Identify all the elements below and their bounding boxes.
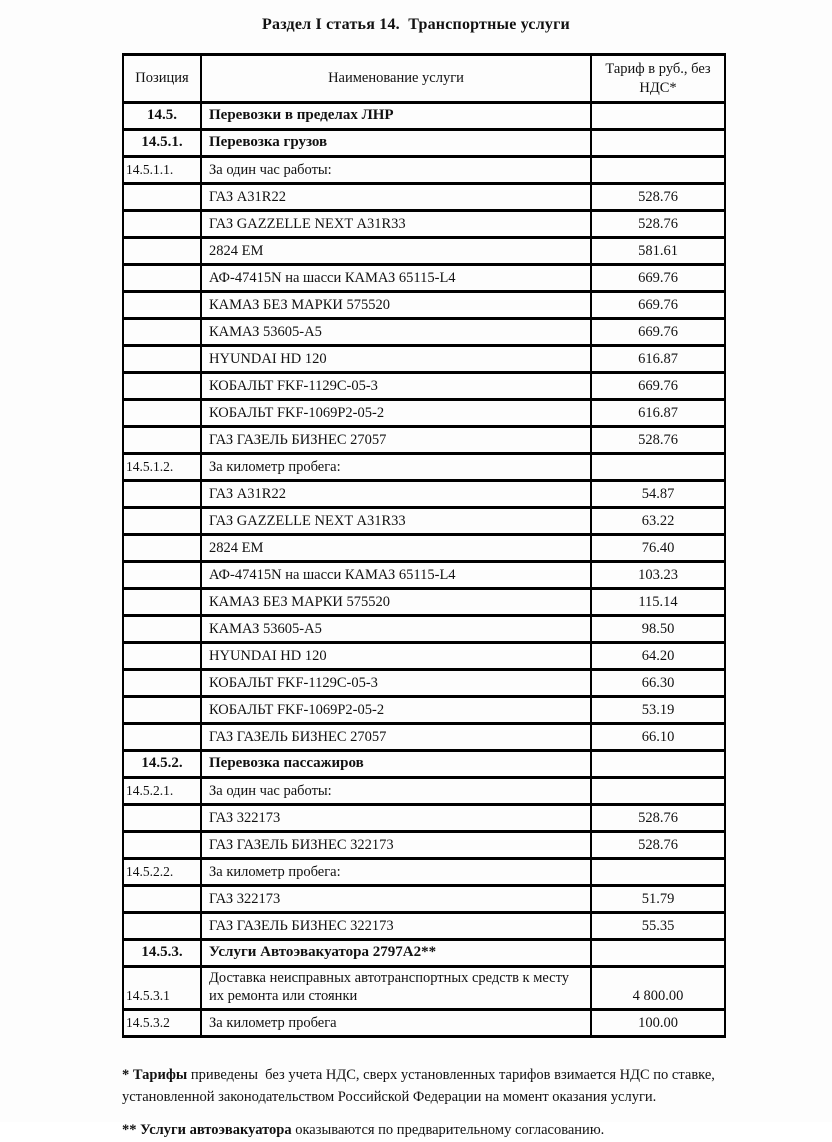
footnote-tariffs-lead: * Тарифы bbox=[122, 1067, 188, 1084]
table-row bbox=[123, 265, 725, 292]
tariff-cell: 528.76 bbox=[591, 211, 725, 238]
service-name-cell: 2824 ЕМ bbox=[201, 238, 591, 265]
tariff-cell: 64.20 bbox=[591, 643, 725, 670]
table-row bbox=[123, 751, 725, 778]
table-row bbox=[123, 940, 725, 967]
tariff-cell: 616.87 bbox=[591, 400, 725, 427]
position-cell bbox=[123, 346, 201, 373]
table-row bbox=[123, 913, 725, 940]
table-row bbox=[123, 454, 725, 481]
position-cell: 14.5.3. bbox=[123, 940, 201, 967]
service-name-cell: АФ-47415N на шасси КАМАЗ 65115-L4 bbox=[201, 265, 591, 292]
position-cell bbox=[123, 481, 201, 508]
table-row bbox=[123, 697, 725, 724]
service-name-cell: Перевозка пассажиров bbox=[201, 751, 591, 778]
table-row bbox=[123, 886, 725, 913]
position-cell bbox=[123, 832, 201, 859]
tariff-cell: 76.40 bbox=[591, 535, 725, 562]
footnote-tariffs-text: приведены без учета НДС, сверх установленных тарифов взимается НДС по ставке, установленной законодательством Российской Федерации на момент оказания услуги. bbox=[122, 1067, 719, 1105]
header-service-name: Наименование услуги bbox=[201, 55, 591, 103]
position-cell: 14.5.2.2. bbox=[123, 859, 201, 886]
service-name-cell: За один час работы: bbox=[201, 778, 591, 805]
tariff-cell: 53.19 bbox=[591, 697, 725, 724]
footnote-tariffs bbox=[122, 1065, 728, 1109]
service-name-cell: ГАЗ 322173 bbox=[201, 886, 591, 913]
tariff-cell bbox=[591, 103, 725, 130]
table-row bbox=[123, 859, 725, 886]
service-name-cell: Перевозка грузов bbox=[201, 130, 591, 157]
tariff-cell: 669.76 bbox=[591, 373, 725, 400]
service-name-cell: ГАЗ ГАЗЕЛЬ БИЗНЕС 322173 bbox=[201, 832, 591, 859]
position-cell bbox=[123, 805, 201, 832]
service-name-cell: КАМАЗ БЕЗ МАРКИ 575520 bbox=[201, 292, 591, 319]
service-name-cell: Доставка неисправных автотранспортных средств к месту их ремонта или стоянки bbox=[201, 967, 591, 1010]
table-row bbox=[123, 319, 725, 346]
position-cell bbox=[123, 535, 201, 562]
table-row bbox=[123, 616, 725, 643]
tariff-cell: 669.76 bbox=[591, 292, 725, 319]
table-row bbox=[123, 157, 725, 184]
position-cell bbox=[123, 211, 201, 238]
service-name-cell: КОБАЛЬТ FKF-1069P2-05-2 bbox=[201, 697, 591, 724]
position-cell bbox=[123, 427, 201, 454]
table-row bbox=[123, 724, 725, 751]
table-row bbox=[123, 535, 725, 562]
service-name-cell: КАМАЗ БЕЗ МАРКИ 575520 bbox=[201, 589, 591, 616]
tariff-cell: 669.76 bbox=[591, 319, 725, 346]
position-cell bbox=[123, 238, 201, 265]
service-name-cell: Перевозки в пределах ЛНР bbox=[201, 103, 591, 130]
service-name-cell: ГАЗ А31R22 bbox=[201, 481, 591, 508]
service-name-cell: 2824 ЕМ bbox=[201, 535, 591, 562]
tariff-cell: 528.76 bbox=[591, 427, 725, 454]
table-row bbox=[123, 400, 725, 427]
tariff-cell: 98.50 bbox=[591, 616, 725, 643]
table-row bbox=[123, 589, 725, 616]
position-cell bbox=[123, 292, 201, 319]
service-name-cell: ГАЗ 322173 bbox=[201, 805, 591, 832]
tariff-cell bbox=[591, 940, 725, 967]
table-row bbox=[123, 670, 725, 697]
tariff-cell: 528.76 bbox=[591, 832, 725, 859]
tariff-cell: 669.76 bbox=[591, 265, 725, 292]
tariff-cell bbox=[591, 130, 725, 157]
table-row bbox=[123, 508, 725, 535]
table-row bbox=[123, 562, 725, 589]
position-cell bbox=[123, 265, 201, 292]
footnote-tow-truck-text: оказываются по предварительному согласованию. bbox=[291, 1121, 605, 1138]
table-body bbox=[123, 103, 725, 1037]
position-cell bbox=[123, 643, 201, 670]
service-name-cell: ГАЗ GAZZELLE NEXT А31R33 bbox=[201, 508, 591, 535]
tariff-cell bbox=[591, 778, 725, 805]
tariff-cell bbox=[591, 859, 725, 886]
position-cell: 14.5.2.1. bbox=[123, 778, 201, 805]
service-name-cell: ГАЗ ГАЗЕЛЬ БИЗНЕС 27057 bbox=[201, 427, 591, 454]
tariff-cell: 55.35 bbox=[591, 913, 725, 940]
service-name-cell: За километр пробега: bbox=[201, 454, 591, 481]
service-name-cell: ГАЗ ГАЗЕЛЬ БИЗНЕС 322173 bbox=[201, 913, 591, 940]
position-cell bbox=[123, 670, 201, 697]
table-row bbox=[123, 184, 725, 211]
service-name-cell: КАМАЗ 53605-А5 bbox=[201, 616, 591, 643]
position-cell bbox=[123, 508, 201, 535]
service-name-cell: ГАЗ А31R22 bbox=[201, 184, 591, 211]
position-cell bbox=[123, 616, 201, 643]
tariff-cell: 528.76 bbox=[591, 805, 725, 832]
tariff-cell bbox=[591, 751, 725, 778]
tariff-cell bbox=[591, 454, 725, 481]
table-row bbox=[123, 481, 725, 508]
position-cell: 14.5.2. bbox=[123, 751, 201, 778]
table-row bbox=[123, 373, 725, 400]
table-row bbox=[123, 238, 725, 265]
service-name-cell: КОБАЛЬТ FKF-1129C-05-3 bbox=[201, 670, 591, 697]
header-tariff: Тариф в руб., без НДС* bbox=[591, 55, 725, 103]
page-title: Раздел I статья 14. Транспортные услуги bbox=[262, 16, 570, 33]
table-row bbox=[123, 292, 725, 319]
service-name-cell: Услуги Автоэвакуатора 2797А2** bbox=[201, 940, 591, 967]
position-cell: 14.5. bbox=[123, 103, 201, 130]
table-row bbox=[123, 832, 725, 859]
table-row bbox=[123, 103, 725, 130]
position-cell: 14.5.1.2. bbox=[123, 454, 201, 481]
tariff-cell: 581.61 bbox=[591, 238, 725, 265]
position-cell: 14.5.3.2 bbox=[123, 1010, 201, 1037]
tariff-cell: 51.79 bbox=[591, 886, 725, 913]
tariff-cell: 4 800.00 bbox=[591, 967, 725, 1010]
table-row bbox=[123, 1010, 725, 1037]
position-cell bbox=[123, 184, 201, 211]
tariff-cell: 54.87 bbox=[591, 481, 725, 508]
table-row bbox=[123, 427, 725, 454]
tariff-cell: 66.30 bbox=[591, 670, 725, 697]
position-cell bbox=[123, 319, 201, 346]
service-name-cell: КАМАЗ 53605-А5 bbox=[201, 319, 591, 346]
table-row bbox=[123, 211, 725, 238]
service-name-cell: HYUNDAI HD 120 bbox=[201, 346, 591, 373]
table-row bbox=[123, 778, 725, 805]
service-name-cell: HYUNDAI HD 120 bbox=[201, 643, 591, 670]
service-name-cell: АФ-47415N на шасси КАМАЗ 65115-L4 bbox=[201, 562, 591, 589]
position-cell bbox=[123, 562, 201, 589]
position-cell bbox=[123, 589, 201, 616]
table-row bbox=[123, 967, 725, 1010]
position-cell bbox=[123, 913, 201, 940]
tariff-cell: 616.87 bbox=[591, 346, 725, 373]
service-name-cell: КОБАЛЬТ FKF-1069P2-05-2 bbox=[201, 400, 591, 427]
position-cell bbox=[123, 400, 201, 427]
service-name-cell: За один час работы: bbox=[201, 157, 591, 184]
footnote-tow-truck-lead: ** Услуги автоэвакуатора bbox=[122, 1121, 292, 1138]
table-header-row bbox=[123, 55, 725, 103]
footnotes-block bbox=[122, 1065, 728, 1141]
tariff-cell: 100.00 bbox=[591, 1010, 725, 1037]
tariff-cell: 115.14 bbox=[591, 589, 725, 616]
position-cell bbox=[123, 886, 201, 913]
position-cell: 14.5.3.1 bbox=[123, 967, 201, 1010]
footnote-tow-truck bbox=[122, 1120, 728, 1142]
position-cell bbox=[123, 697, 201, 724]
position-cell bbox=[123, 724, 201, 751]
service-name-cell: КОБАЛЬТ FKF-1129C-05-3 bbox=[201, 373, 591, 400]
service-name-cell: За километр пробега bbox=[201, 1010, 591, 1037]
service-name-cell: ГАЗ GAZZELLE NEXT А31R33 bbox=[201, 211, 591, 238]
tariff-cell: 103.23 bbox=[591, 562, 725, 589]
position-cell: 14.5.1. bbox=[123, 130, 201, 157]
service-name-cell: ГАЗ ГАЗЕЛЬ БИЗНЕС 27057 bbox=[201, 724, 591, 751]
tariff-cell: 63.22 bbox=[591, 508, 725, 535]
position-cell: 14.5.1.1. bbox=[123, 157, 201, 184]
position-cell bbox=[123, 373, 201, 400]
table-row bbox=[123, 805, 725, 832]
tariff-cell bbox=[591, 157, 725, 184]
table-row bbox=[123, 130, 725, 157]
tariff-cell: 66.10 bbox=[591, 724, 725, 751]
table-row bbox=[123, 346, 725, 373]
service-name-cell: За километр пробега: bbox=[201, 859, 591, 886]
table-row bbox=[123, 643, 725, 670]
tariff-table bbox=[122, 53, 726, 1038]
tariff-cell: 528.76 bbox=[591, 184, 725, 211]
header-position: Позиция bbox=[123, 55, 201, 103]
